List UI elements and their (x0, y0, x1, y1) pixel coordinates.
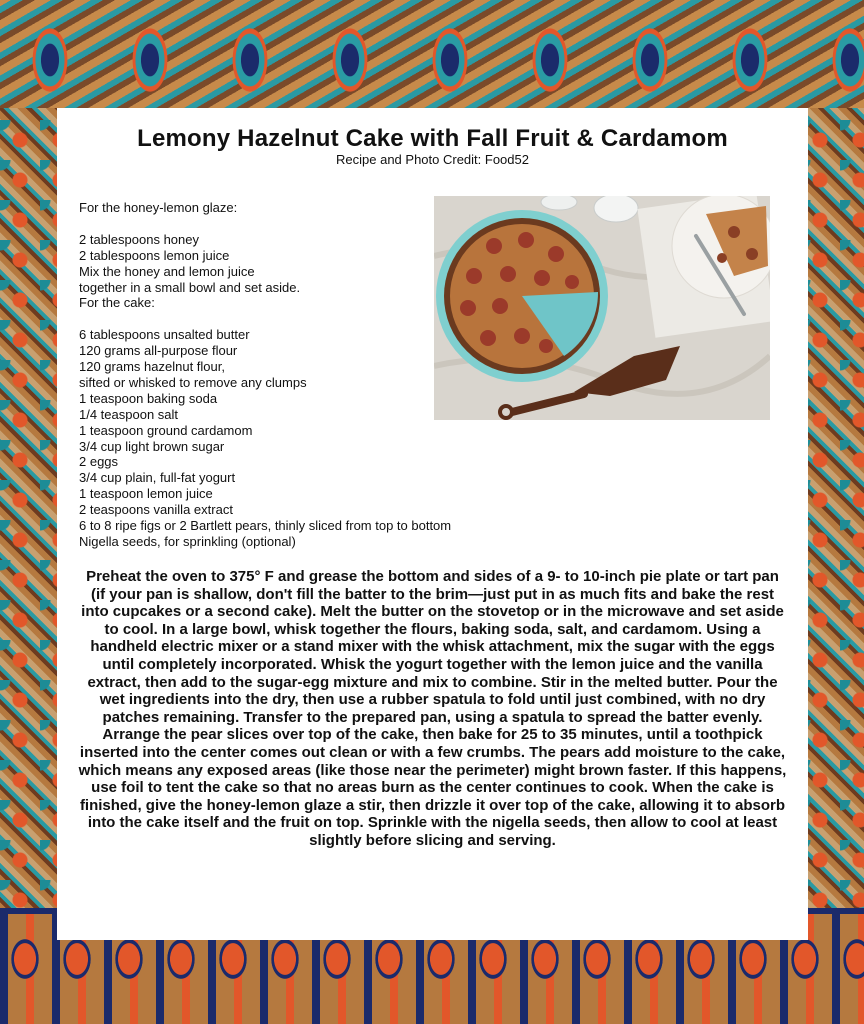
paisley-border-top (0, 0, 864, 108)
list-item: 1 teaspoon ground cardamom (79, 422, 253, 438)
recipe-credit: Recipe and Photo Credit: Food52 (336, 152, 529, 167)
recipe-card (57, 108, 808, 940)
list-item: 2 tablespoons lemon juice (79, 247, 230, 263)
recipe-title: Lemony Hazelnut Cake with Fall Fruit & Cardamom (137, 125, 728, 152)
cake-photo (434, 196, 770, 420)
list-item: 1/4 teaspoon salt (79, 406, 179, 422)
list-item: sifted or whisked to remove any clumps (79, 374, 307, 390)
list-item: 2 teaspoons vanilla extract (79, 502, 233, 518)
recipe-instructions: Preheat the oven to 375° F and grease the bottom and sides of a 9- to 10-inch pie plate or tart pan (if your pan is shallow, don't fill the batter to the brim—just put in as much fits and bake the rest into cupcakes or a second cake). Melt the butter on the stovetop or in the microwave and set aside to cool. In a large bowl, whisk together the flours, baking soda, salt, and cardamom. Using a handheld electric mixer or a stand mixer with the whisk attachment, mix the sugar with the eggs until completely incorporated. Whisk the yogurt together with the lemon juice and the vanilla extract, then add to the sugar-egg mixture and mix to combine. Stir in the melted butter. Pour the wet ingredients into the dry, then use a rubber spatula to fold until just combined, with no dry patches remaining. Transfer to the prepared pan, using a spatula to spread the batter evenly. Arrange the pear slices over top of the cake, then bake for 25 to 35 minutes, until a toothpick inserted into the center comes out clean or with a few crumbs. The pears add moisture to the cake, which means any exposed areas (like those near the perimeter) might brown faster. If this happens, use foil to tent the cake so that no areas burn as the center continues to cook. When the cake is finished, give the honey-lemon glaze a stir, then drizzle it over top of the cake, allowing it to absorb into the cake itself and the fruit on top. Sprinkle with the nigella seeds, then allow to cool at least slightly before slicing and serving. (78, 568, 787, 849)
list-item: 3/4 cup plain, full-fat yogurt (79, 470, 236, 486)
list-item: 2 eggs (79, 454, 119, 470)
list-item: Nigella seeds, for sprinkling (optional) (79, 534, 296, 549)
list-item: 6 to 8 ripe figs or 2 Bartlett pears, thinly sliced from top to bottom (79, 518, 452, 534)
list-item: 1 teaspoon lemon juice (79, 486, 213, 502)
glaze-heading: For the honey-lemon glaze: (79, 200, 238, 215)
cake-photo-illustration (434, 196, 770, 420)
list-item: 2 tablespoons honey (79, 231, 199, 247)
list-item: Mix the honey and lemon juice (79, 263, 255, 279)
list-item: 3/4 cup light brown sugar (79, 438, 225, 454)
list-item: 6 tablespoons unsalted butter (79, 327, 250, 343)
list-item: 120 grams hazelnut flour, (79, 359, 225, 375)
list-item: 1 teaspoon baking soda (79, 390, 218, 406)
list-item: 120 grams all-purpose flour (79, 343, 238, 359)
list-item: together in a small bowl and set aside. (79, 279, 301, 295)
cake-heading: For the cake: (79, 295, 155, 311)
